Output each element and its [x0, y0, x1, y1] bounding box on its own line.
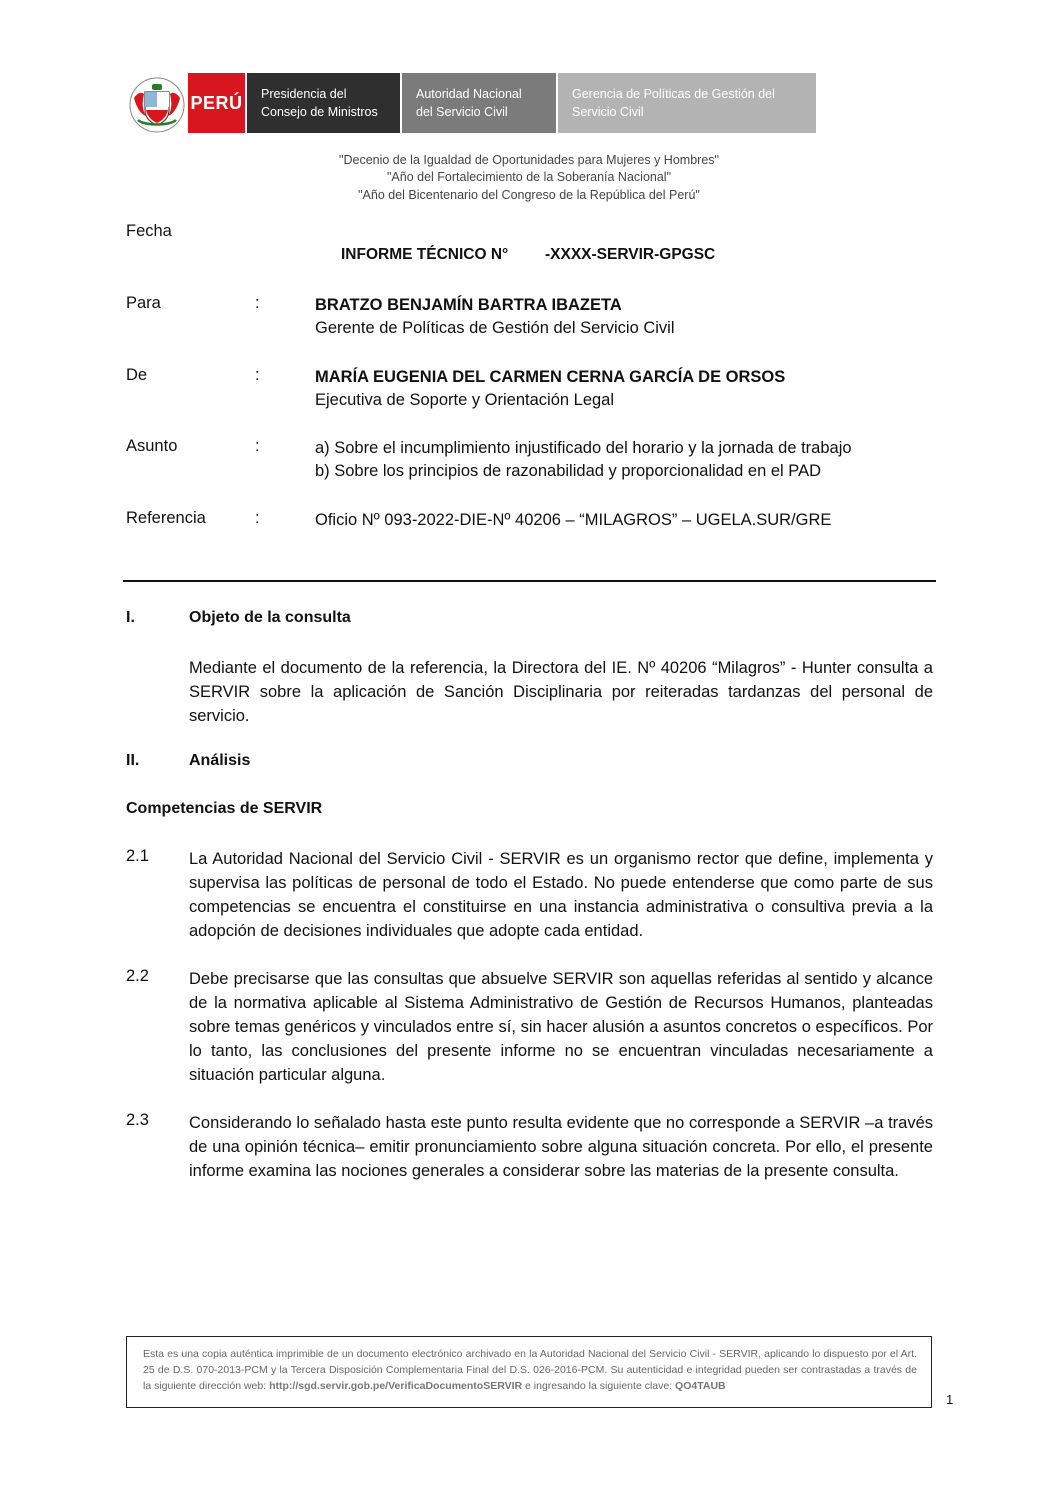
paragraph-text: Debe precisarse que las consultas que absuelve SERVIR son aquellas referidas al sentido y alcance de la normativa aplicable al Sistema Administrativo de Gestión de Recursos Humanos, planteadas sobre temas genéricos y vinculados entre sí, sin hacer alusión a asuntos concretos o específicos. Por lo tanto, las conclusiones del presente informe no se encuentran vinculadas necesariamente a situación particular alguna.	[189, 970, 933, 1084]
asunto-colon: :	[255, 437, 260, 455]
paragraph-number: 2.3	[126, 1111, 149, 1129]
paragraph-text: Considerando lo señalado hasta este punto resulta evidente que no corresponde a SERVIR –a través de una opinión técnica– emitir pronunciamiento sobre alguna situación concreta. Por ello, el presente informe examina las nociones generales a considerar sobre las materias de la presente consulta.	[189, 1114, 933, 1180]
section-1-title: Objeto de la consulta	[189, 609, 351, 626]
coat-of-arms-icon	[128, 76, 186, 134]
paragraph-number: 2.1	[126, 847, 149, 865]
para-colon: :	[255, 294, 260, 312]
section-2-number: II.	[126, 752, 140, 769]
section-1-text: Mediante el documento de la referencia, la Directora del IE. Nº 40206 “Milagros” - Hunter consulta a SERVIR sobre la aplicación de Sanción Disciplinaria por reiteradas tardanzas del personal de servicio.	[189, 659, 933, 725]
header-gerencia: Gerencia de Políticas de Gestión del Servicio Civil	[558, 73, 816, 133]
para-role: Gerente de Políticas de Gestión del Servicio Civil	[315, 319, 675, 337]
de-role: Ejecutiva de Soporte y Orientación Legal	[315, 391, 615, 409]
paragraph-number: 2.2	[126, 967, 149, 985]
para-label: Para	[126, 294, 161, 312]
informe-number: -XXXX-SERVIR-GPGSC	[545, 246, 716, 263]
divider	[123, 580, 936, 582]
header-servir: Autoridad Nacional del Servicio Civil	[402, 73, 556, 133]
de-colon: :	[255, 366, 260, 384]
verification-key: QO4TAUB	[675, 1380, 726, 1392]
asunto-line-a: a) Sobre el incumplimiento injustificado del horario y la jornada de trabajo	[315, 439, 852, 457]
header-presidencia: Presidencia del Consejo de Ministros	[247, 73, 400, 133]
de-label: De	[126, 366, 148, 384]
asunto-label: Asunto	[126, 437, 178, 455]
section-1-number: I.	[126, 609, 135, 626]
page-number: 1	[946, 1392, 954, 1407]
peru-label: PERÚ	[188, 73, 245, 133]
section-2-title: Análisis	[189, 752, 251, 769]
fecha-label: Fecha	[126, 222, 172, 240]
referencia-colon: :	[255, 509, 260, 527]
authenticity-notice: Esta es una copia auténtica imprimible de un documento electrónico archivado en la Autoridad Nacional del Servicio Civil - SERVIR, aplicando lo dispuesto por el Art. 25 de D.S. 070-2013-PCM y la Tercera Disposición Complementaria Final del D.S. 026-2016-PCM. Su autenticidad e integridad pueden ser contrastadas a través de la siguiente dirección web: http://sgd.servir.gob.pe/VerificaDocumentoSERVIR e ingresando la siguiente clave: QO4TAUB	[126, 1336, 932, 1408]
section-2-subtitle: Competencias de SERVIR	[126, 800, 323, 817]
para-name: BRATZO BENJAMÍN BARTRA IBAZETA	[315, 296, 622, 314]
de-name: MARÍA EUGENIA DEL CARMEN CERNA GARCÍA DE ORSOS	[315, 368, 786, 386]
referencia-value: Oficio Nº 093-2022-DIE-Nº 40206 – “MILAGROS” – UGELA.SUR/GRE	[315, 511, 832, 529]
informe-title: INFORME TÉCNICO N°	[341, 246, 509, 263]
decenio-line-3: "Año del Bicentenario del Congreso de la República del Perú"	[358, 188, 700, 202]
referencia-label: Referencia	[126, 509, 206, 527]
asunto-line-b: b) Sobre los principios de razonabilidad y proporcionalidad en el PAD	[315, 462, 821, 480]
decenio-line-1: "Decenio de la Igualdad de Oportunidades para Mujeres y Hombres"	[339, 153, 719, 167]
paragraph-text: La Autoridad Nacional del Servicio Civil - SERVIR es un organismo rector que define, implementa y supervisa las políticas de personal de todo el Estado. No puede entenderse que como parte de sus competencias se encuentra el constituirse en una instancia administrativa o consultiva previa a la adopción de decisiones individuales que adopte cada entidad.	[189, 850, 933, 940]
verification-link[interactable]: http://sgd.servir.gob.pe/VerificaDocumentoSERVIR	[269, 1380, 523, 1392]
decenio-line-2: "Año del Fortalecimiento de la Soberanía Nacional"	[386, 170, 672, 184]
